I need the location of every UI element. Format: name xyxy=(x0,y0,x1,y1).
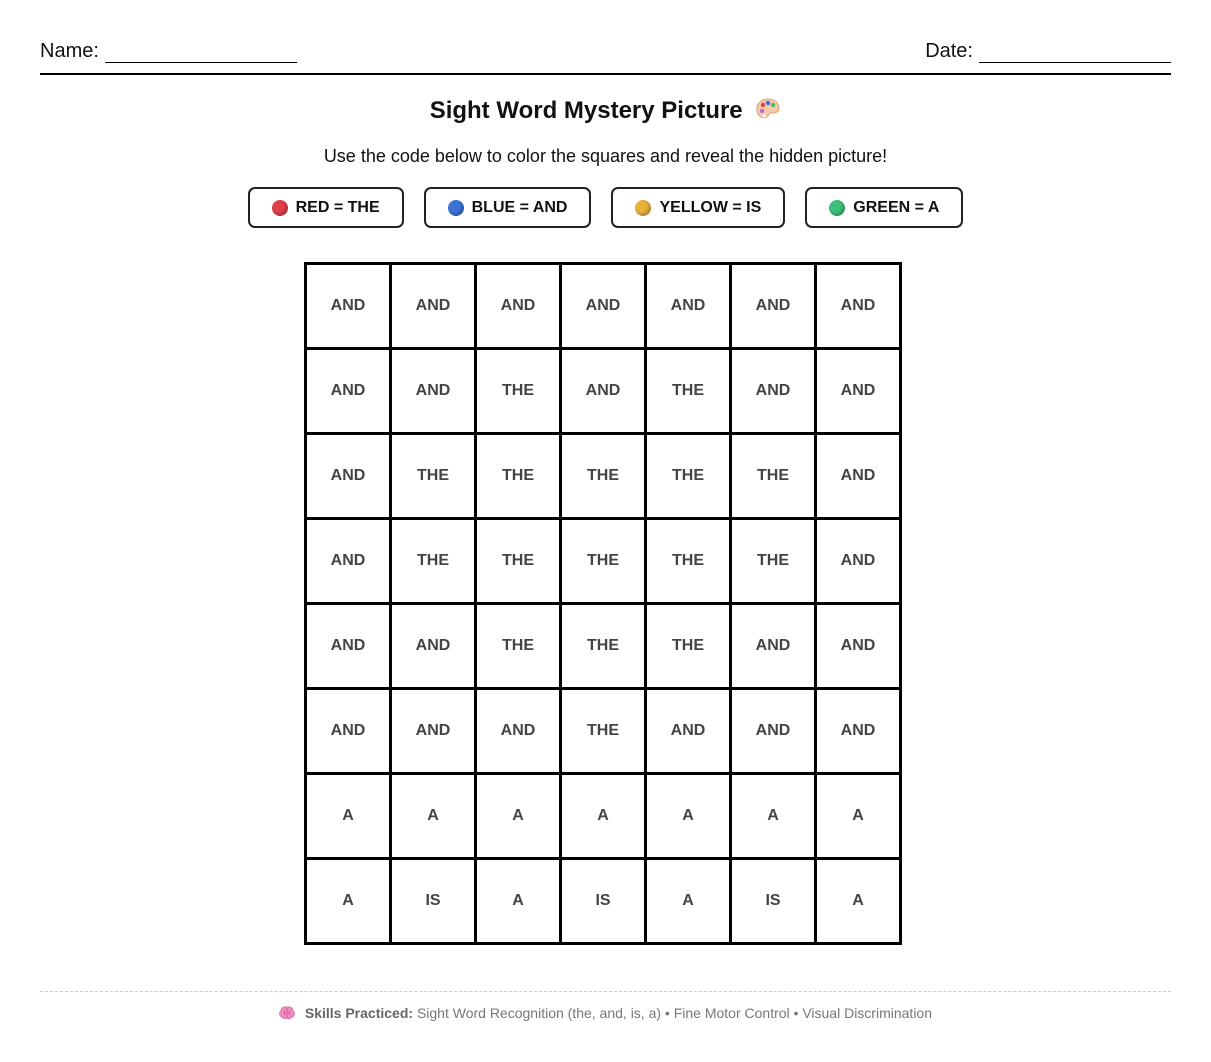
color-key-label: YELLOW = IS xyxy=(659,198,762,216)
color-key-label: GREEN = A xyxy=(853,198,940,216)
grid-cell[interactable]: AND xyxy=(391,604,476,689)
grid-cell[interactable]: AND xyxy=(646,264,731,349)
grid-cell[interactable]: THE xyxy=(391,434,476,519)
grid-cell[interactable]: A xyxy=(731,774,816,859)
grid-cell[interactable]: AND xyxy=(306,519,391,604)
grid-row xyxy=(306,774,901,859)
grid-cell[interactable]: AND xyxy=(816,434,901,519)
grid-cell[interactable]: A xyxy=(816,774,901,859)
mystery-picture-grid xyxy=(304,262,902,945)
grid-row xyxy=(306,604,901,689)
worksheet-header xyxy=(40,38,1171,75)
grid-cell[interactable]: THE xyxy=(561,434,646,519)
date-blank-line[interactable] xyxy=(979,42,1171,63)
name-field xyxy=(40,40,297,63)
grid-cell[interactable]: AND xyxy=(306,349,391,434)
grid-cell[interactable]: AND xyxy=(561,264,646,349)
grid-cell[interactable]: A xyxy=(646,859,731,944)
date-field xyxy=(925,40,1171,63)
grid-cell[interactable]: AND xyxy=(816,689,901,774)
grid-cell[interactable]: THE xyxy=(561,519,646,604)
grid-cell[interactable]: THE xyxy=(476,349,561,434)
grid-cell[interactable]: AND xyxy=(476,689,561,774)
grid-row xyxy=(306,264,901,349)
grid-cell[interactable]: THE xyxy=(646,434,731,519)
color-key-red xyxy=(248,187,404,228)
grid-cell[interactable]: AND xyxy=(391,264,476,349)
grid-row xyxy=(306,859,901,944)
color-key-label: RED = THE xyxy=(295,198,380,216)
red-dot-icon xyxy=(272,200,288,216)
grid-cell[interactable]: AND xyxy=(731,349,816,434)
grid-cell[interactable]: AND xyxy=(391,689,476,774)
grid-cell[interactable]: AND xyxy=(561,349,646,434)
instructions-text: Use the code below to color the squares and reveal the hidden picture! xyxy=(323,146,888,166)
grid-row xyxy=(306,519,901,604)
skills-footer xyxy=(40,991,1171,1021)
grid-cell[interactable]: A xyxy=(476,859,561,944)
grid-cell[interactable]: THE xyxy=(476,604,561,689)
grid-cell[interactable]: AND xyxy=(306,264,391,349)
grid-cell[interactable]: IS xyxy=(731,859,816,944)
grid-cell[interactable]: THE xyxy=(646,604,731,689)
grid-cell[interactable]: AND xyxy=(476,264,561,349)
green-dot-icon xyxy=(829,200,845,216)
grid-cell[interactable]: THE xyxy=(646,519,731,604)
grid-cell[interactable]: AND xyxy=(306,604,391,689)
grid-cell[interactable]: IS xyxy=(391,859,476,944)
grid-cell[interactable]: THE xyxy=(731,434,816,519)
grid-row xyxy=(306,434,901,519)
grid-cell[interactable]: AND xyxy=(391,349,476,434)
grid-cell[interactable]: A xyxy=(816,859,901,944)
grid-cell[interactable]: AND xyxy=(816,604,901,689)
grid-cell[interactable]: A xyxy=(306,774,391,859)
grid-cell[interactable]: A xyxy=(391,774,476,859)
skills-label: Skills Practiced: xyxy=(304,1005,414,1021)
grid-cell[interactable]: THE xyxy=(561,604,646,689)
grid-cell[interactable]: AND xyxy=(731,604,816,689)
color-key xyxy=(0,187,1211,228)
grid-cell[interactable]: AND xyxy=(731,264,816,349)
artist-palette-icon xyxy=(755,97,781,121)
grid-row xyxy=(306,689,901,774)
color-key-label: BLUE = AND xyxy=(471,198,568,216)
grid-cell[interactable]: THE xyxy=(646,349,731,434)
grid-cell[interactable]: A xyxy=(306,859,391,944)
page-title xyxy=(0,97,1211,125)
grid-cell[interactable]: THE xyxy=(476,519,561,604)
grid-cell[interactable]: THE xyxy=(476,434,561,519)
grid-cell[interactable]: AND xyxy=(816,349,901,434)
color-key-yellow xyxy=(611,187,785,228)
date-label: Date: xyxy=(925,40,973,62)
yellow-dot-icon xyxy=(635,200,651,216)
grid-cell[interactable]: AND xyxy=(816,264,901,349)
grid-cell[interactable]: IS xyxy=(561,859,646,944)
grid-cell[interactable]: A xyxy=(646,774,731,859)
color-key-blue xyxy=(424,187,592,228)
grid-cell[interactable]: A xyxy=(561,774,646,859)
brain-icon xyxy=(279,1006,295,1020)
grid-cell[interactable]: AND xyxy=(306,434,391,519)
grid-cell[interactable]: THE xyxy=(561,689,646,774)
blue-dot-icon xyxy=(448,200,464,216)
color-key-green xyxy=(805,187,963,228)
title-text: Sight Word Mystery Picture xyxy=(429,97,743,124)
grid-cell[interactable]: AND xyxy=(731,689,816,774)
grid-cell[interactable]: THE xyxy=(391,519,476,604)
skills-text: Sight Word Recognition (the, and, is, a) • Fine Motor Control • Visual Discrimination xyxy=(416,1005,932,1021)
grid-cell[interactable]: AND xyxy=(816,519,901,604)
name-label: Name: xyxy=(40,40,99,62)
grid-cell[interactable]: A xyxy=(476,774,561,859)
grid-row xyxy=(306,349,901,434)
grid-cell[interactable]: AND xyxy=(306,689,391,774)
name-blank-line[interactable] xyxy=(105,42,297,63)
grid-cell[interactable]: AND xyxy=(646,689,731,774)
grid-cell[interactable]: THE xyxy=(731,519,816,604)
